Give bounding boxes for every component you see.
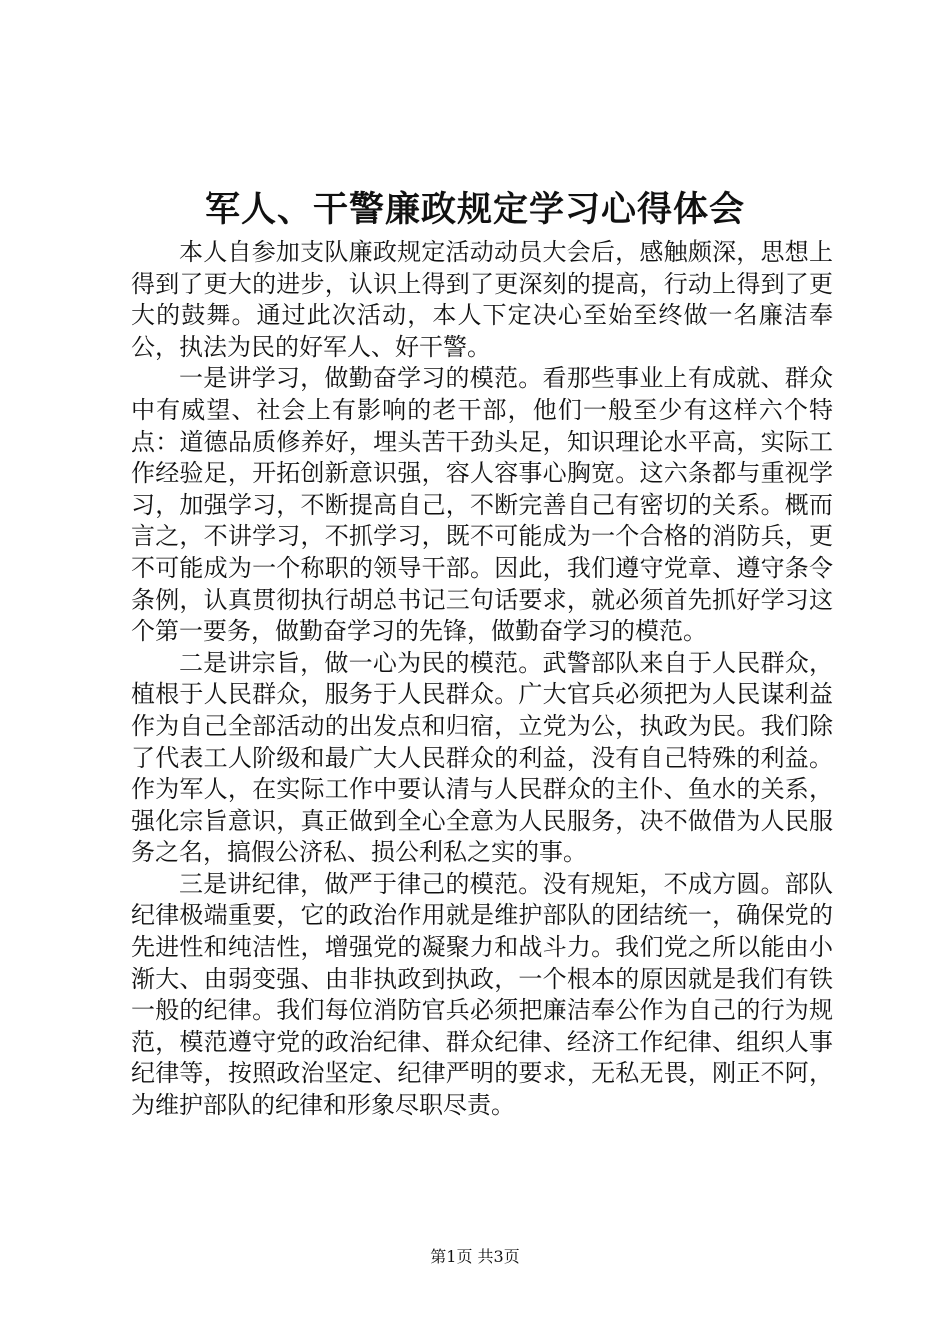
document-title: 军人、干警廉政规定学习心得体会 bbox=[204, 189, 745, 230]
paragraph-intro: 本人自参加支队廉政规定活动动员大会后，感触颇深，思想上得到了更大的进步，认识上得到了更深刻的提高，行动上得到了更大的鼓舞。通过此次活动，本人下定决心至始至终做一名廉洁奉公，执法为民的好军人、好干警。 bbox=[131, 238, 833, 361]
page-number-footer: 第1页 共3页 bbox=[430, 1247, 520, 1266]
document-body bbox=[131, 237, 833, 1122]
paragraph-discipline: 三是讲纪律，做严于律己的模范。没有规矩，不成方圆。部队纪律极端重要，它的政治作用就是维护部队的团结统一，确保党的先进性和纯洁性，增强党的凝聚力和战斗力。我们党之所以能由小渐大、由弱变强、由非执政到执政，一个根本的原因就是我们有铁一般的纪律。我们每位消防官兵必须把廉洁奉公作为自己的行为规范，模范遵守党的政治纪律、群众纪律、经济工作纪律、组织人事纪律等，按照政治坚定、纪律严明的要求，无私无畏，刚正不阿，为维护部队的纪律和形象尽职尽责。 bbox=[131, 869, 833, 1120]
paragraph-purpose: 二是讲宗旨，做一心为民的模范。武警部队来自于人民群众，植根于人民群众，服务于人民群众。广大官兵必须把为人民谋利益作为自己全部活动的出发点和归宿，立党为公，执政为民。我们除了代表工人阶级和最广大人民群众的利益，没有自己特殊的利益。作为军人，在实际工作中要认清与人民群众的主仆、鱼水的关系，强化宗旨意识，真正做到全心全意为人民服务，决不做借为人民服务之名，搞假公济私、损公利私之实的事。 bbox=[131, 648, 833, 867]
paragraph-study: 一是讲学习，做勤奋学习的模范。看那些事业上有成就、群众中有威望、社会上有影响的老干部，他们一般至少有这样六个特点：道德品质修养好，埋头苦干劲头足，知识理论水平高，实际工作经验足，开拓创新意识强，容人容事心胸宽。这六条都与重视学习，加强学习，不断提高自己，不断完善自己有密切的关系。概而言之，不讲学习，不抓学习，既不可能成为一个合格的消防兵，更不可能成为一个称职的领导干部。因此，我们遵守党章、遵守条令条例，认真贯彻执行胡总书记三句话要求，就必须首先抓好学习这个第一要务，做勤奋学习的先锋，做勤奋学习的模范。 bbox=[131, 364, 833, 646]
